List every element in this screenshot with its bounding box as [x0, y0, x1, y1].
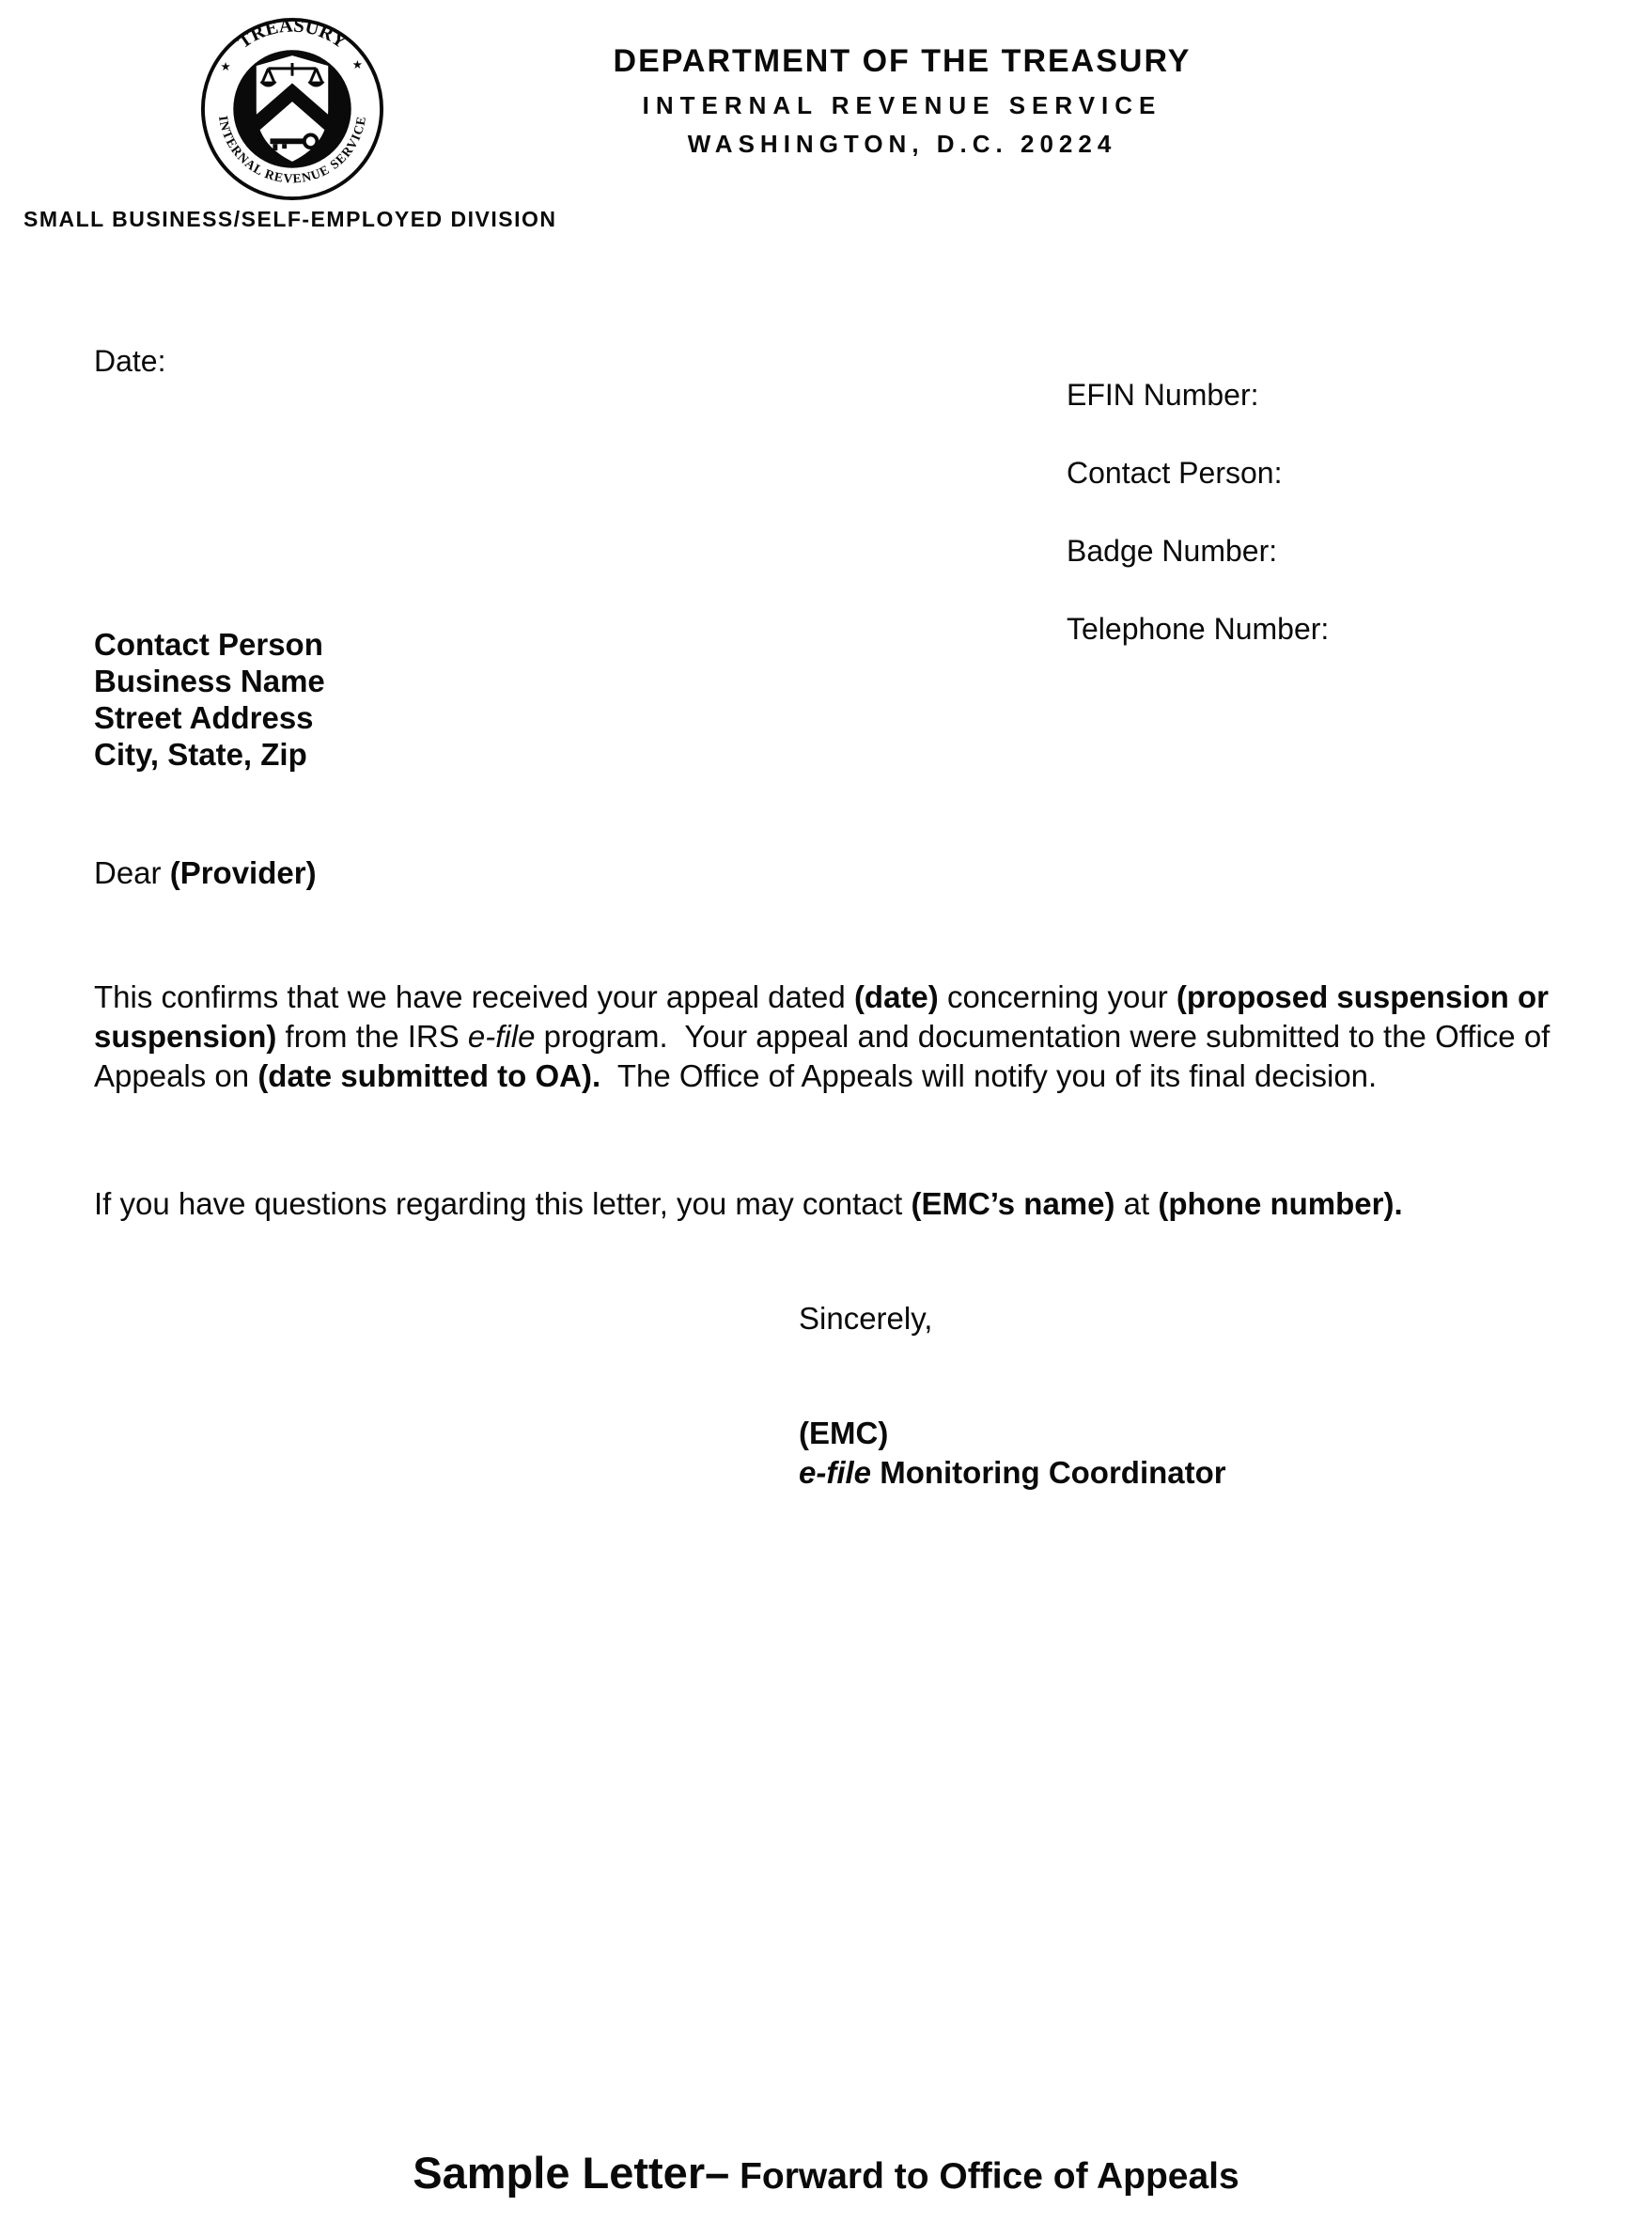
body-paragraph-1 [94, 978, 1633, 1096]
signature-title-efile: e-file [799, 1455, 872, 1490]
recipient-contact: Contact Person [94, 627, 323, 662]
footer-caption [0, 2147, 1652, 2199]
p1-text: The Office of Appeals will notify you of its final decision. [600, 1058, 1378, 1093]
meta-fields [1067, 378, 1329, 690]
badge-number-label: Badge Number: [1067, 534, 1278, 568]
letterhead-city: WASHINGTON, D.C. 20224 [687, 130, 1117, 158]
recipient-address [94, 626, 325, 773]
p1-text: from the IRS [276, 1019, 468, 1054]
recipient-business: Business Name [94, 664, 325, 698]
footer-caption-main: Sample Letter– [413, 2148, 730, 2198]
division-line: SMALL BUSINESS/SELF-EMPLOYED DIVISION [23, 207, 557, 231]
telephone-number-label: Telephone Number: [1067, 612, 1330, 646]
date-label: Date: [94, 344, 166, 378]
p1-text: This confirms that we have received your appeal dated [94, 979, 854, 1014]
body-paragraph-2 [94, 1184, 1633, 1224]
p2-emc-name-placeholder: (EMC’s name) [911, 1186, 1115, 1221]
seal-star-left-icon: ★ [220, 58, 231, 73]
letterhead-service: INTERNAL REVENUE SERVICE [642, 91, 1162, 119]
recipient-street: Street Address [94, 700, 314, 735]
salutation-provider: (Provider) [169, 855, 317, 890]
signature-block [799, 1414, 1226, 1493]
seal-star-right-icon: ★ [351, 56, 364, 71]
signature-title-rest: Monitoring Coordinator [871, 1455, 1226, 1490]
p2-text: at [1114, 1186, 1159, 1221]
seal-bottom-text: INTERNAL REVENUE SERVICE [215, 115, 369, 186]
p1-efile-term: e-file [467, 1019, 536, 1054]
salutation [94, 855, 317, 891]
signature-title [799, 1453, 1226, 1493]
efin-number-label: EFIN Number: [1067, 378, 1259, 412]
letterhead-department: DEPARTMENT OF THE TREASURY [613, 43, 1192, 79]
treasury-irs-seal-icon [200, 15, 384, 203]
letterhead [507, 43, 1297, 159]
salutation-prefix: Dear [94, 855, 170, 890]
p2-text: If you have questions regarding this letter, you may contact [94, 1186, 912, 1221]
seal-top-text: TREASURY [234, 15, 351, 54]
p1-text: concerning your [938, 979, 1177, 1014]
p2-phone-placeholder: (phone number). [1158, 1186, 1403, 1221]
closing-sincerely: Sincerely, [799, 1301, 933, 1336]
footer-caption-rest: Forward to Office of Appeals [729, 2156, 1239, 2197]
contact-person-label: Contact Person: [1067, 456, 1283, 490]
p1-date-placeholder: (date) [853, 979, 939, 1014]
signature-name: (EMC) [799, 1416, 889, 1450]
p1-oa-date-placeholder: (date submitted to OA). [257, 1058, 601, 1093]
p1-suspension-placeholder: (proposed suspension or suspension) [94, 979, 1558, 1054]
p1-text: program. Your appeal and documentation were submitted to the Office of Appeals on [94, 1019, 1557, 1093]
recipient-city-state-zip: City, State, Zip [94, 737, 307, 772]
